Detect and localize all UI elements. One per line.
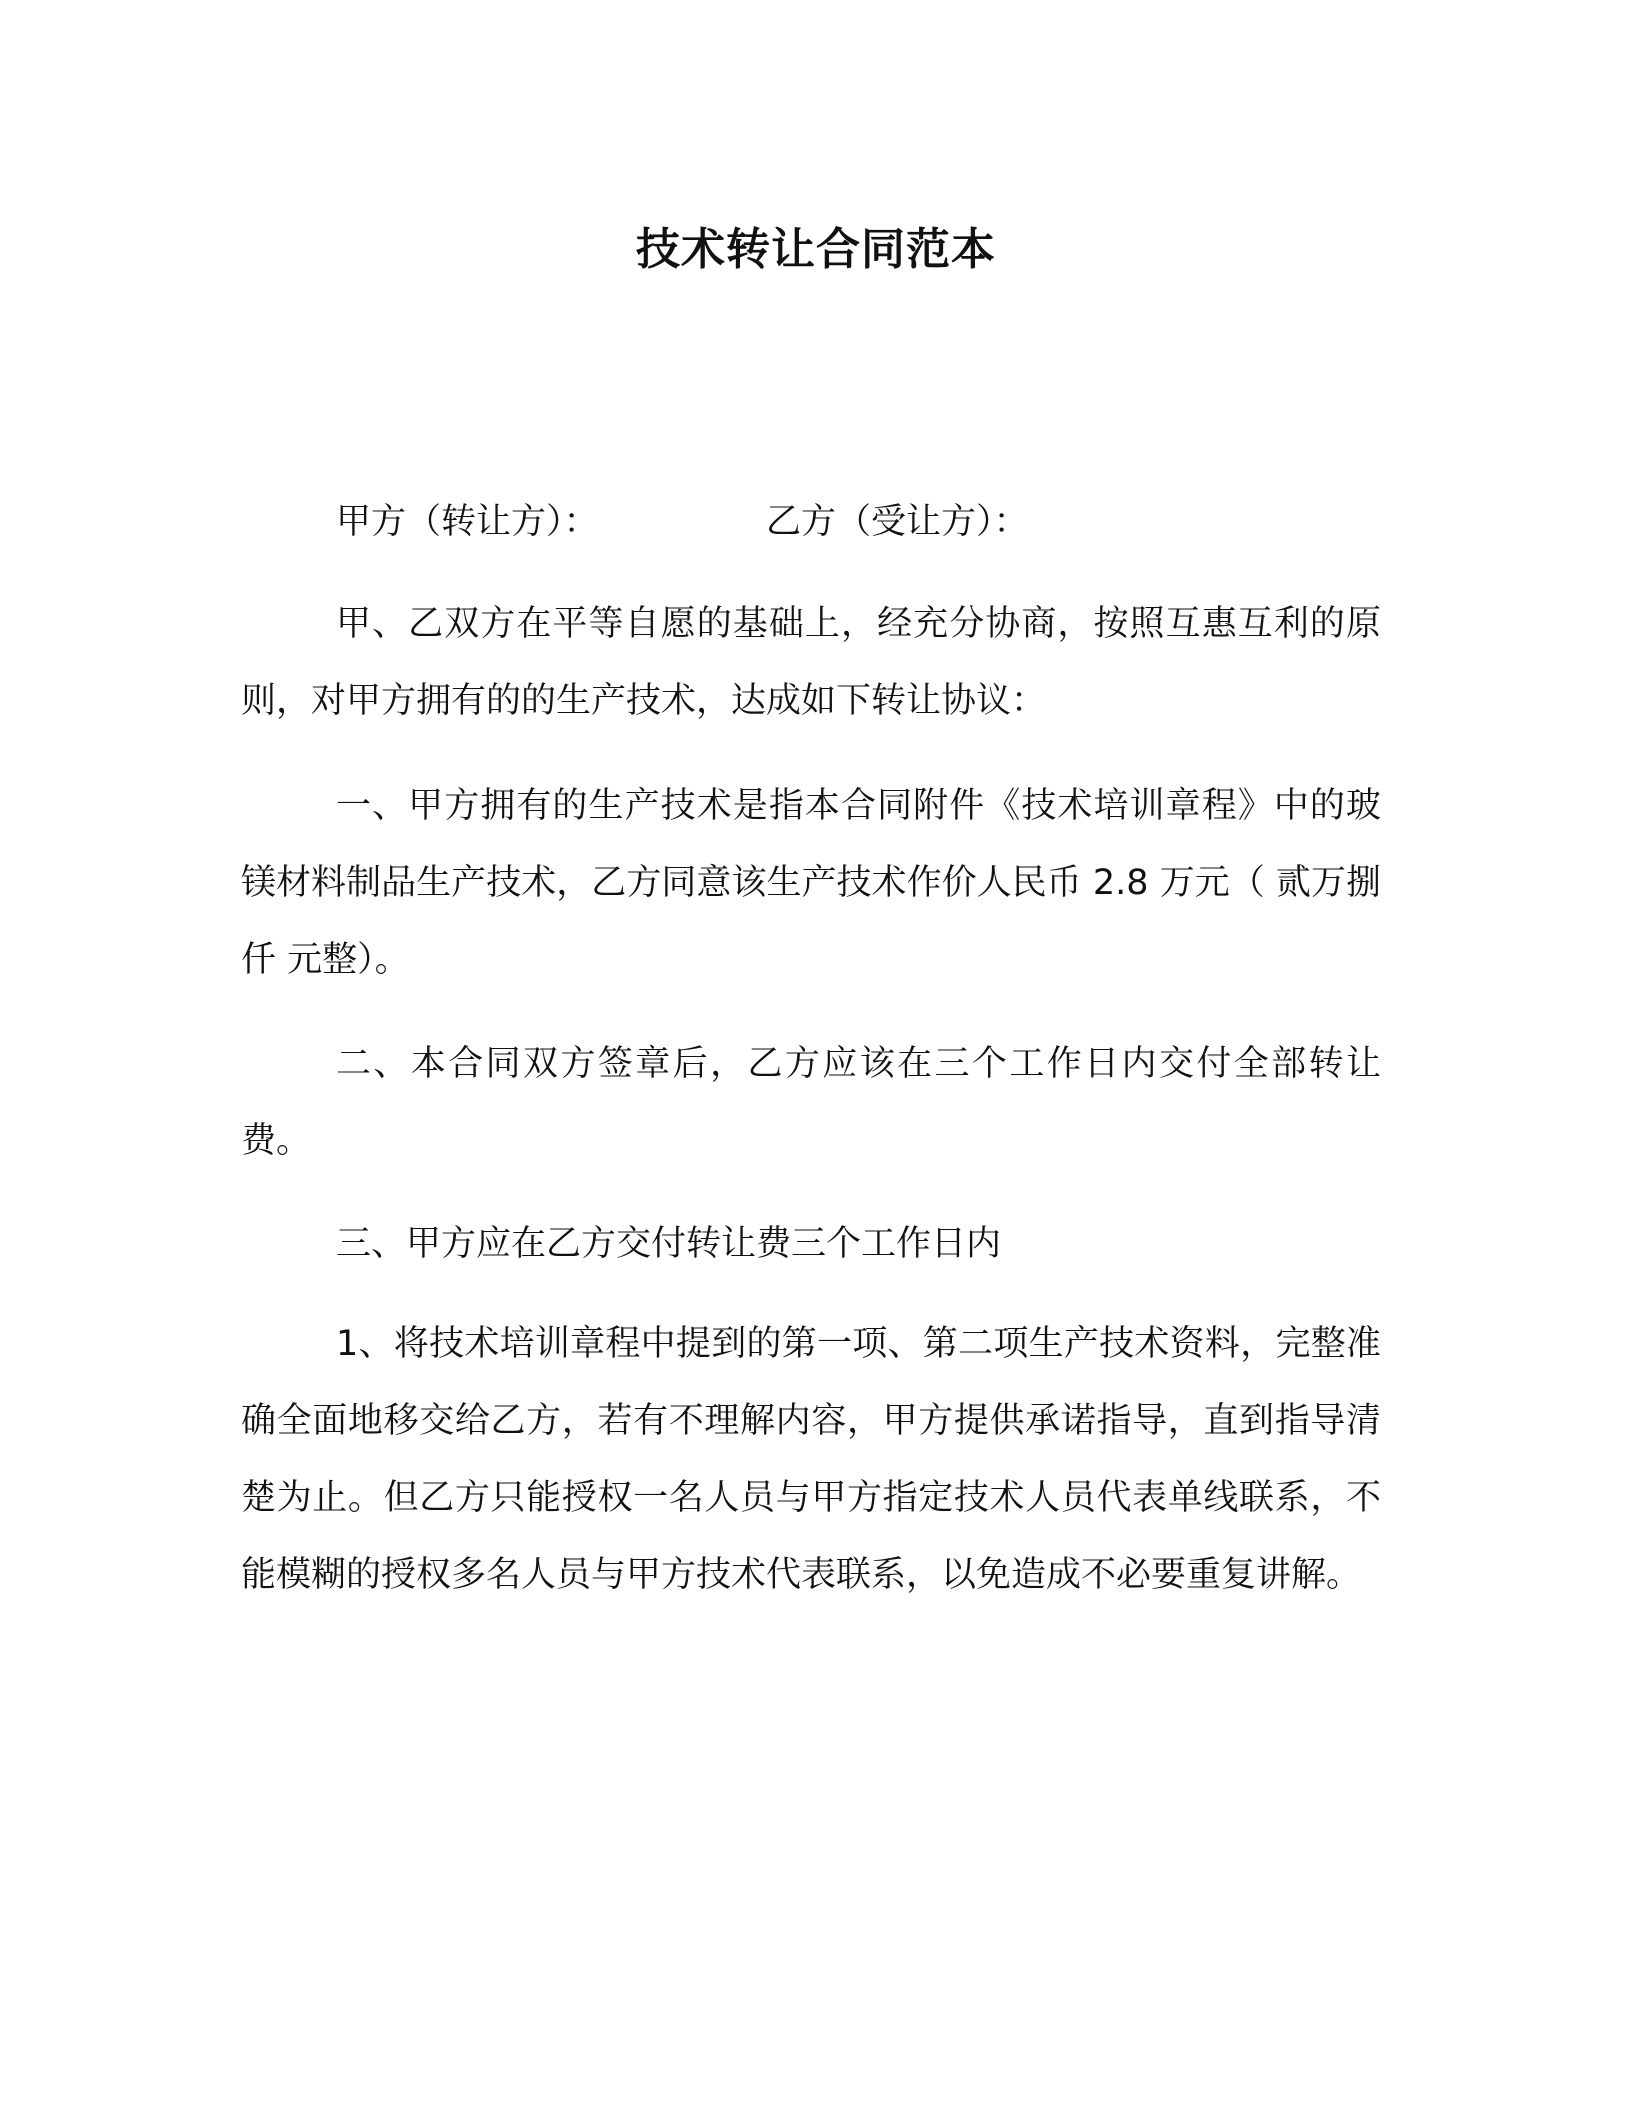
paragraph-clause-1: 一、甲方拥有的生产技术是指本合同附件《技术培训章程》中的玻镁材料制品生产技术，乙方同意该生产技术作价人民币 2.8 万元（ 贰万捌仟 元整）。 (241, 786, 1381, 980)
party-a-label: 甲方（转让方）： (336, 502, 599, 542)
paragraph-clause-3: 三、甲方应在乙方交付转让费三个工作日内 (336, 1224, 1002, 1264)
party-b-label: 乙方（受让方）： (766, 502, 1029, 542)
paragraph-preamble: 甲、乙双方在平等自愿的基础上，经充分协商，按照互惠互利的原则，对甲方拥有的的生产技术，达成如下转让协议： (241, 604, 1381, 721)
document-title: 技术转让合同范本 (636, 224, 996, 275)
paragraph-clause-3-item-1: 1、将技术培训章程中提到的第一项、第二项生产技术资料，完整准确全面地移交给乙方，若有不理解内容，甲方提供承诺指导，直到指导清楚为止。但乙方只能授权一名人员与甲方指定技术人员代表单线联系，不能模糊的授权多名人员与甲方技术代表联系，以免造成不必要重复讲解。 (241, 1324, 1381, 1595)
paragraph-clause-2: 二、本合同双方签章后，乙方应该在三个工作日内交付全部转让费。 (241, 1044, 1381, 1161)
